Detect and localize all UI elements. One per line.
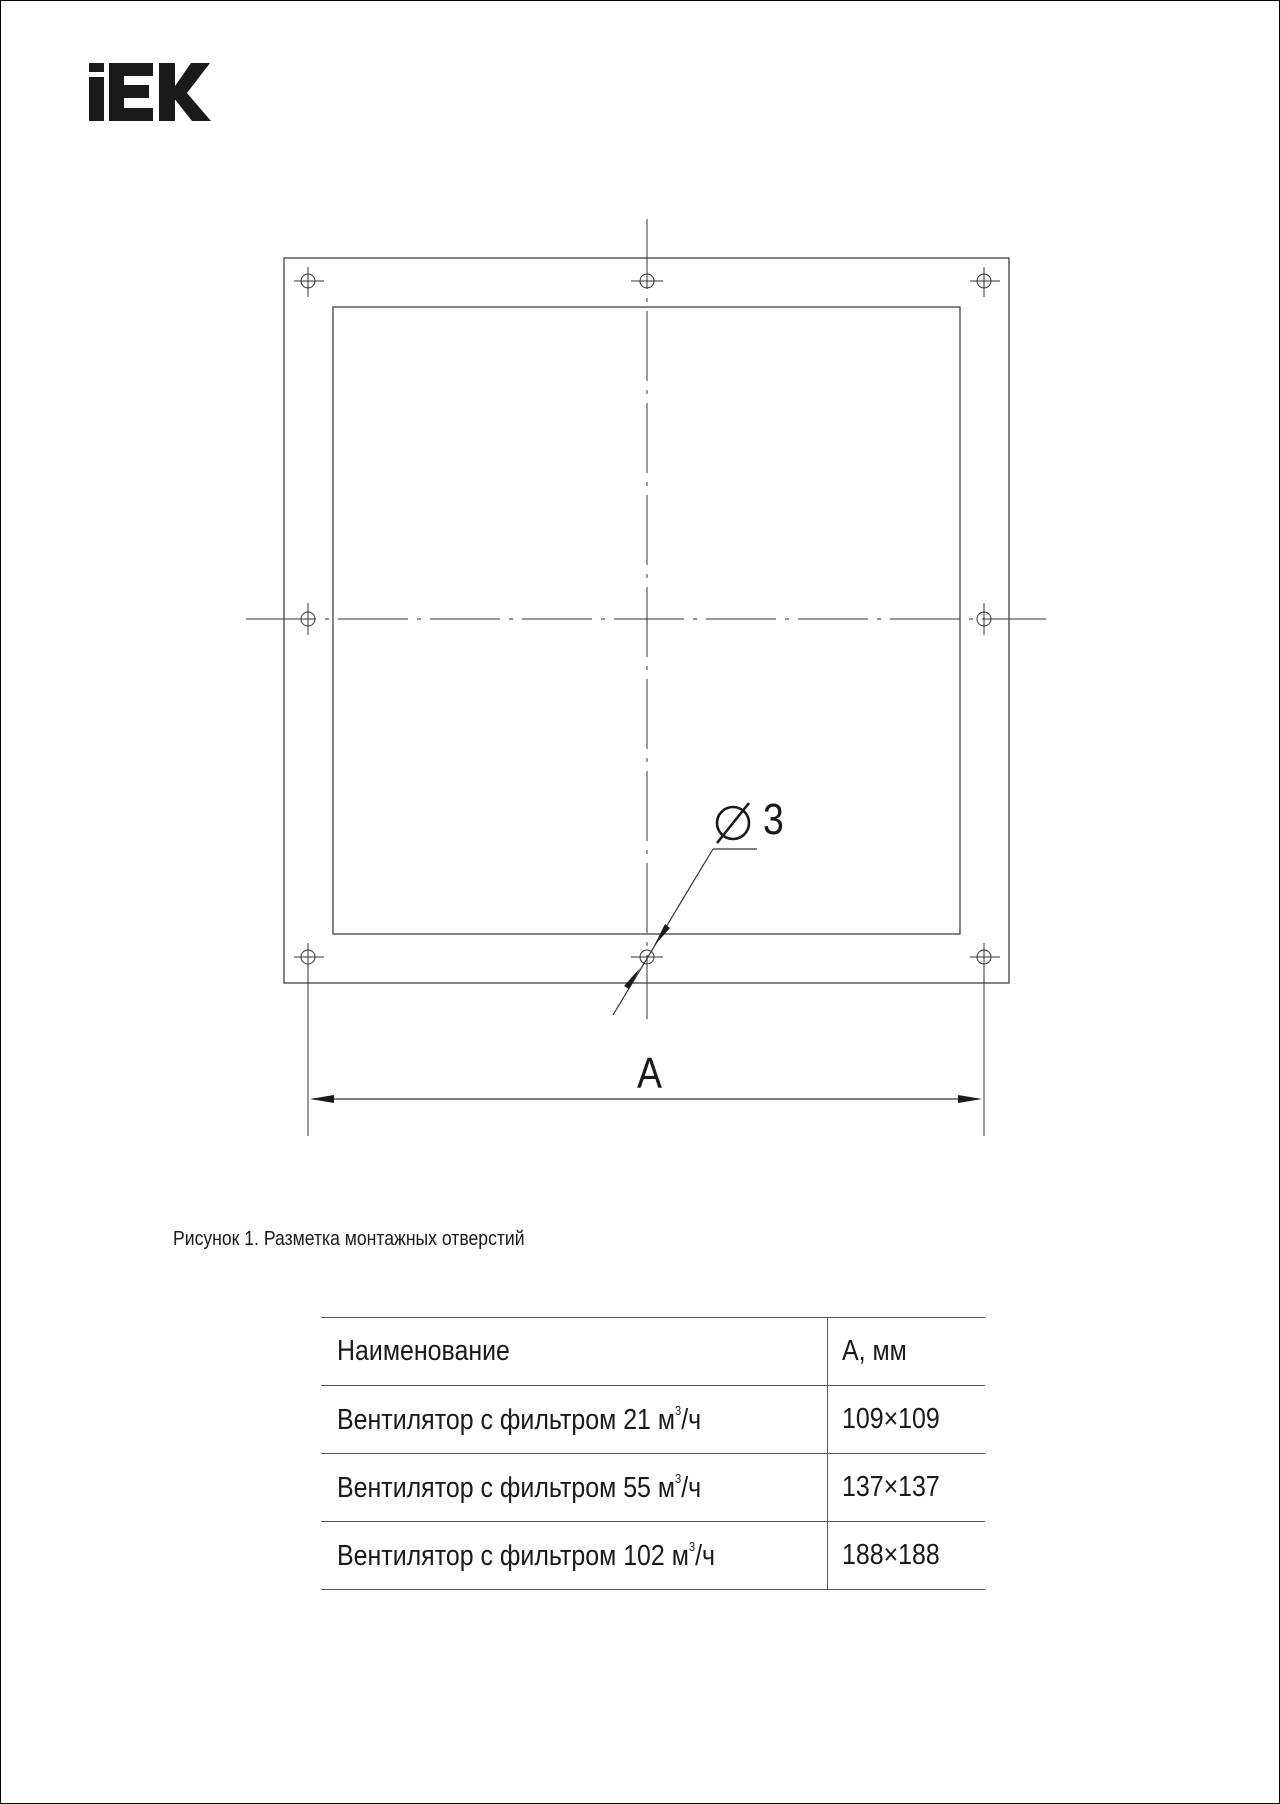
mounting-hole-top-right [970, 267, 1000, 297]
dimension-arrow-right [958, 1095, 982, 1103]
column-header-name: Наименование [321, 1318, 828, 1386]
row-size-cell: 137×137 [828, 1454, 986, 1522]
row-size-cell: 109×109 [828, 1386, 986, 1454]
mounting-hole-top-left [294, 267, 324, 297]
mounting-hole-bottom-right [970, 943, 1000, 1136]
table-row [321, 1454, 985, 1522]
dimension-label-a: A [637, 1049, 662, 1098]
mounting-holes-drawing [1, 1, 1280, 1161]
row-size-cell: 188×188 [828, 1522, 986, 1590]
diameter-value: 3 [763, 795, 784, 844]
dimensions-table [321, 1317, 985, 1590]
row-name-cell: Вентилятор с фильтром 21 $м^3/ч$ [321, 1386, 828, 1454]
column-header-size: А, мм [828, 1318, 986, 1386]
dimension-arrow-left [310, 1095, 334, 1103]
mounting-hole-bottom-left [294, 943, 324, 1136]
diameter-arrow-upper [654, 924, 670, 946]
table-row [321, 1522, 985, 1590]
diameter-leader [613, 849, 757, 1015]
row-name-cell: Вентилятор с фильтром 102 $м^3/ч$ [321, 1522, 828, 1590]
diameter-symbol-icon [717, 803, 749, 843]
table-row [321, 1386, 985, 1454]
table-header-row [321, 1318, 985, 1386]
figure-caption: Рисунок 1. Разметка монтажных отверстий [173, 1228, 525, 1250]
row-name-cell: Вентилятор с фильтром 55 $м^3/ч$ [321, 1454, 828, 1522]
diameter-arrow-lower [624, 968, 640, 989]
